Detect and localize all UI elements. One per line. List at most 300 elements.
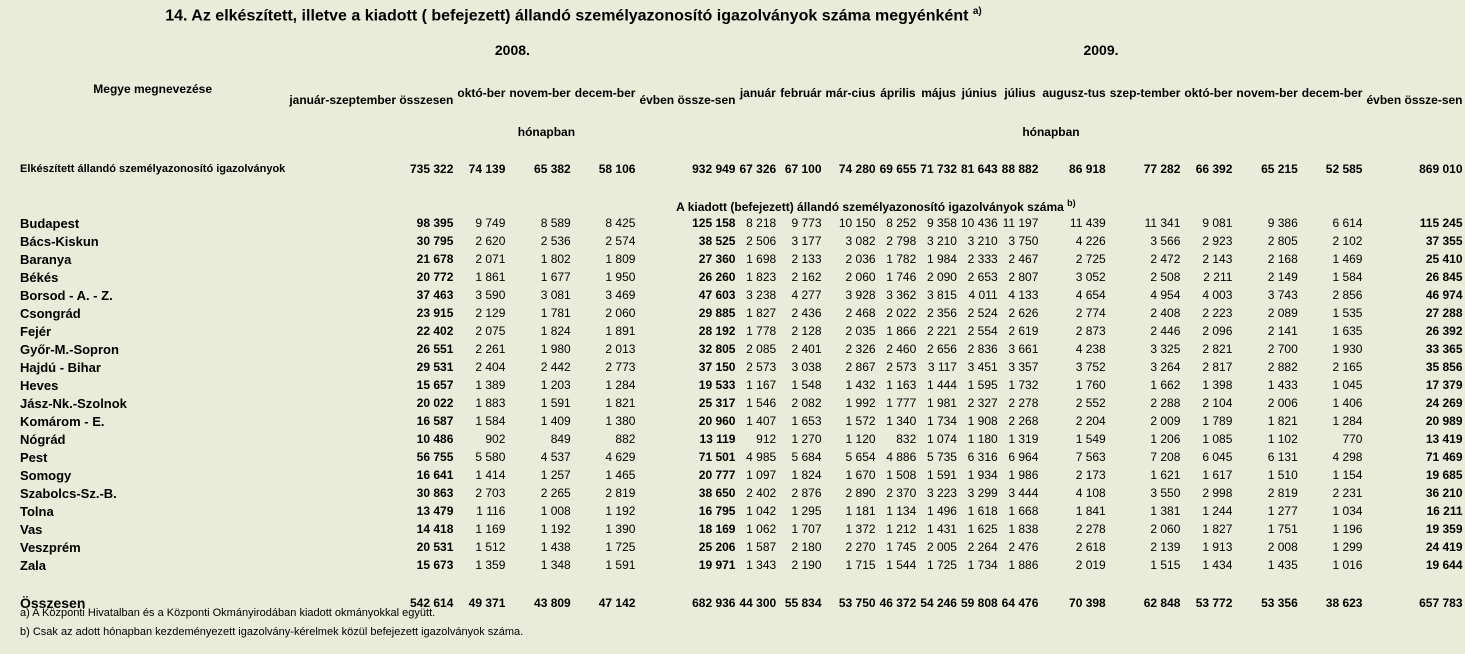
table-cell: 16 795: [698, 503, 736, 518]
month-header-2009: novem-ber: [1236, 85, 1298, 100]
table-cell: 4 654: [1075, 287, 1106, 302]
table-row: [18, 448, 1465, 466]
county-name: Heves: [20, 377, 59, 393]
table-cell: 2 882: [1267, 359, 1298, 374]
table-cell: 1 515: [1150, 557, 1181, 572]
table-cell: 2 143: [1202, 251, 1233, 266]
unit-label-2009: hónapban: [1022, 125, 1080, 139]
table-cell: 2 442: [540, 359, 571, 374]
table-cell: 1 389: [475, 377, 506, 392]
table-cell: 2 998: [1202, 485, 1233, 500]
table-cell: 2 446: [1150, 323, 1181, 338]
table-cell: 20 960: [698, 413, 736, 428]
table-cell: 2 265: [540, 485, 571, 500]
total-value: 54 246: [920, 596, 957, 610]
table-cell: 2 856: [1332, 287, 1363, 302]
table-cell: 3 928: [845, 287, 876, 302]
table-cell: 32 805: [698, 341, 736, 356]
table-cell: 2 090: [926, 269, 957, 284]
table-cell: 2 165: [1332, 359, 1363, 374]
table-cell: 3 661: [1008, 341, 1039, 356]
table-cell: 37 463: [416, 287, 454, 302]
spacer-cell: [637, 574, 737, 594]
table-cell: 3 210: [926, 233, 957, 248]
table-cell: 2 819: [605, 485, 636, 500]
table-cell: 3 052: [1075, 269, 1106, 284]
table-row: [18, 250, 1465, 268]
table-cell: 1 045: [1332, 377, 1363, 392]
table-cell: 25 206: [698, 539, 736, 554]
table-cell: 1 591: [540, 395, 571, 410]
table-cell: 2 327: [967, 395, 998, 410]
unit-label-2008: hónapban: [517, 125, 576, 139]
table-cell: 2 082: [791, 395, 822, 410]
table-cell: 3 223: [926, 485, 957, 500]
table-cell: 1 016: [1332, 557, 1363, 572]
table-cell: 4 238: [1075, 341, 1106, 356]
table-cell: 1 591: [926, 467, 957, 482]
county-name: Hajdú - Bihar: [20, 359, 101, 375]
table-cell: 2 268: [1008, 413, 1039, 428]
month-header-2008: január-szeptember összesen: [289, 93, 454, 107]
table-cell: 1 732: [1008, 377, 1039, 392]
table-cell: 1 621: [1150, 467, 1181, 482]
footnote-a: a) A Központi Hivatalban és a Központi Okmányirodában kiadott okmányokkal együtt.: [20, 607, 436, 619]
table-cell: 19 685: [1425, 467, 1463, 482]
table-cell: 25 317: [698, 395, 736, 410]
total-value: 49 371: [468, 596, 506, 610]
table-cell: 2 162: [791, 269, 822, 284]
table-cell: 2 008: [1267, 539, 1298, 554]
table-cell: 2 468: [845, 305, 876, 320]
table-cell: 1 934: [967, 467, 998, 482]
table-cell: 20 531: [416, 539, 454, 554]
county-column-header: Megye megnevezése: [93, 82, 213, 96]
table-cell: 1 444: [926, 377, 957, 392]
table-cell: 1 120: [845, 431, 876, 446]
county-name: Budapest: [20, 215, 80, 231]
table-cell: 1 821: [1267, 413, 1298, 428]
table-cell: 4 985: [746, 449, 777, 464]
table-cell: 71 469: [1425, 449, 1463, 464]
table-cell: 1 980: [540, 341, 571, 356]
table-cell: 1 465: [605, 467, 636, 482]
table-cell: 11 439: [1069, 215, 1106, 230]
page-title: 14. Az elkészített, illetve a kiadott ( befejezett) állandó személyazonosító igazolványok száma megyénként $^{a)}$: [165, 6, 982, 25]
table-cell: 26 392: [1425, 323, 1463, 338]
table-cell: 1 625: [967, 521, 998, 536]
table-cell: 2 009: [1150, 413, 1181, 428]
table-cell: 17 379: [1425, 377, 1463, 392]
table-cell: 2 204: [1075, 413, 1106, 428]
table-cell: 14 418: [416, 521, 454, 536]
table-cell: 30 795: [416, 233, 454, 248]
table-cell: 2 773: [605, 359, 636, 374]
table-cell: 1 169: [475, 521, 506, 536]
table-cell: 98 395: [416, 215, 454, 230]
table-cell: 1 886: [1008, 557, 1039, 572]
table-cell: 1 284: [605, 377, 636, 392]
table-cell: 2 472: [1150, 251, 1181, 266]
table-cell: 20 022: [416, 395, 454, 410]
table-cell: 1 163: [886, 377, 917, 392]
county-name: Komárom - E.: [20, 413, 105, 429]
county-name: Somogy: [20, 467, 72, 483]
total-value: 657 783: [1419, 596, 1463, 610]
table-cell: 5 580: [475, 449, 506, 464]
table-cell: 2 139: [1150, 539, 1181, 554]
table-row: [18, 484, 1465, 502]
spacer-cell: [959, 574, 1000, 594]
produced-value: 58 106: [598, 162, 636, 176]
table-cell: 3 469: [605, 287, 636, 302]
table-cell: 1 085: [1202, 431, 1233, 446]
table-cell: 1 584: [1332, 269, 1363, 284]
total-value: 55 834: [784, 596, 822, 610]
table-cell: 849: [550, 431, 571, 446]
table-cell: 1 299: [1332, 539, 1363, 554]
table-cell: 16 211: [1426, 503, 1463, 518]
table-cell: 15 673: [416, 557, 454, 572]
table-cell: 3 264: [1150, 359, 1181, 374]
produced-value: 86 918: [1069, 162, 1106, 176]
table-cell: 1 206: [1150, 431, 1181, 446]
table-cell: 4 108: [1075, 485, 1106, 500]
table-cell: 1 398: [1202, 377, 1233, 392]
table-cell: 1 734: [926, 413, 957, 428]
table-cell: 2 370: [886, 485, 917, 500]
table-cell: 832: [896, 431, 917, 446]
table-cell: 19 971: [698, 557, 736, 572]
table-cell: 19 359: [1425, 521, 1463, 536]
table-cell: 1 508: [886, 467, 917, 482]
total-value: 53 750: [838, 596, 876, 610]
table-cell: 1 496: [926, 503, 957, 518]
table-cell: 2 180: [791, 539, 822, 554]
table-cell: 2 141: [1267, 323, 1298, 338]
table-cell: 2 060: [1150, 521, 1181, 536]
table-cell: 1 062: [746, 521, 777, 536]
table-cell: 1 359: [475, 557, 506, 572]
table-cell: 1 745: [886, 539, 917, 554]
table-cell: 1 809: [605, 251, 636, 266]
table-cell: 3 566: [1150, 233, 1181, 248]
table-cell: 1 548: [791, 377, 822, 392]
table-cell: 2 836: [967, 341, 998, 356]
table-cell: 26 845: [1425, 269, 1463, 284]
produced-value: 65 382: [534, 162, 571, 176]
table-cell: 1 981: [926, 395, 957, 410]
table-row: [18, 394, 1465, 412]
table-cell: 1 406: [1332, 395, 1363, 410]
table-cell: 1 595: [967, 377, 998, 392]
table-cell: 16 641: [416, 467, 454, 482]
table-cell: 2 460: [886, 341, 917, 356]
table-cell: 1 432: [845, 377, 876, 392]
table-cell: 2 573: [886, 359, 917, 374]
table-row: [18, 412, 1465, 430]
table-cell: 24 419: [1425, 539, 1463, 554]
table-cell: 1 584: [475, 413, 506, 428]
table-cell: 2 270: [845, 539, 876, 554]
table-cell: 3 238: [746, 287, 777, 302]
table-cell: 2 326: [845, 341, 876, 356]
table-cell: 902: [485, 431, 506, 446]
table-cell: 1 372: [845, 521, 876, 536]
spacer-cell: [1182, 574, 1234, 594]
county-name: Borsod - A. - Z.: [20, 287, 113, 303]
table-cell: 1 827: [746, 305, 777, 320]
produced-row: [18, 140, 1465, 198]
table-cell: 15 657: [416, 377, 454, 392]
table-cell: 1 196: [1332, 521, 1363, 536]
table-cell: 2 807: [1008, 269, 1039, 284]
table-cell: 2 524: [967, 305, 998, 320]
table-cell: 4 277: [791, 287, 822, 302]
table-cell: 1 116: [476, 503, 506, 518]
county-name: Pest: [20, 449, 48, 465]
table-cell: 10 150: [838, 215, 876, 230]
table-cell: 25 410: [1425, 251, 1463, 266]
table-cell: 4 886: [886, 449, 917, 464]
table-cell: 13 479: [416, 503, 454, 518]
table-cell: 1 134: [886, 503, 917, 518]
produced-value: 735 322: [409, 162, 454, 176]
table-row: [18, 538, 1465, 556]
total-value: 43 809: [534, 596, 571, 610]
spacer-cell: [573, 574, 638, 594]
table-cell: 11 197: [1002, 215, 1039, 230]
table-cell: 6 614: [1332, 215, 1363, 230]
table-cell: 46 974: [1425, 287, 1463, 302]
table-cell: 1 986: [1008, 467, 1039, 482]
table-cell: 3 325: [1150, 341, 1181, 356]
year-2008-header: 2008.: [494, 41, 530, 58]
table-cell: 4 011: [968, 287, 998, 302]
table-cell: 3 362: [886, 287, 917, 302]
table-cell: 2 819: [1267, 485, 1298, 500]
title-footnote-mark: a): [972, 6, 982, 17]
table-cell: 1 725: [926, 557, 957, 572]
table-cell: 3 750: [1008, 233, 1039, 248]
table-row: [18, 376, 1465, 394]
table-cell: 13 419: [1425, 431, 1463, 446]
table-cell: 1 698: [746, 251, 777, 266]
table-cell: 1 866: [886, 323, 917, 338]
table-cell: 1 257: [540, 467, 571, 482]
table-cell: 1 431: [926, 521, 957, 536]
table-cell: 1 861: [475, 269, 506, 284]
table-cell: 7 208: [1150, 449, 1181, 464]
table-cell: 1 841: [1075, 503, 1106, 518]
table-cell: 1 618: [967, 503, 998, 518]
table-cell: 2 223: [1202, 305, 1233, 320]
produced-value: 77 282: [1143, 162, 1181, 176]
table-cell: 2 656: [926, 341, 957, 356]
total-value: 682 936: [692, 596, 736, 610]
year-2009-header: 2009.: [1083, 41, 1119, 58]
table-cell: 1 670: [845, 467, 876, 482]
produced-value: 81 643: [960, 162, 998, 176]
table-cell: 2 890: [845, 485, 876, 500]
spacer-cell: [778, 574, 823, 594]
table-cell: 1 074: [926, 431, 957, 446]
table-cell: 10 436: [960, 215, 998, 230]
table-cell: 28 192: [698, 323, 736, 338]
table-row: [18, 556, 1465, 574]
total-value: 53 356: [1261, 596, 1298, 610]
table-cell: 1 802: [540, 251, 571, 266]
table-cell: 30 863: [416, 485, 454, 500]
table-cell: 2 703: [475, 485, 506, 500]
table-cell: 2 075: [475, 323, 506, 338]
table-cell: 2 805: [1267, 233, 1298, 248]
table-cell: 2 873: [1075, 323, 1106, 338]
county-name: Bács-Kiskun: [20, 233, 99, 249]
table-cell: 26 551: [416, 341, 454, 356]
table-cell: 1 181: [845, 503, 876, 518]
table-cell: 2 653: [967, 269, 998, 284]
table-row: [18, 286, 1465, 304]
table-cell: 1 180: [967, 431, 998, 446]
produced-label: Elkészített állandó személyazonosító igazolványok: [20, 162, 286, 175]
table-cell: 8 218: [746, 215, 777, 230]
table-cell: 6 964: [1008, 449, 1039, 464]
table-cell: 1 677: [540, 269, 571, 284]
county-name: Veszprém: [20, 539, 81, 555]
total-value: 64 476: [1001, 596, 1039, 610]
table-cell: 29 885: [698, 305, 736, 320]
table-cell: 2 102: [1332, 233, 1363, 248]
table-cell: 3 081: [540, 287, 571, 302]
table-row: [18, 520, 1465, 538]
table-cell: 3 082: [845, 233, 876, 248]
table-cell: 2 618: [1075, 539, 1106, 554]
table-row: [18, 502, 1465, 520]
table-cell: 2 035: [845, 323, 876, 338]
month-header-2009: február: [780, 85, 822, 100]
table-cell: 2 798: [886, 233, 917, 248]
table-cell: 1 984: [926, 251, 957, 266]
table-cell: 1 244: [1202, 503, 1233, 518]
data-table: [18, 39, 1465, 612]
table-cell: 9 773: [791, 215, 822, 230]
table-cell: 1 414: [475, 467, 506, 482]
table-cell: 16 587: [416, 413, 454, 428]
table-cell: 1 760: [1075, 377, 1106, 392]
table-cell: 22 402: [416, 323, 454, 338]
table-cell: 1 102: [1267, 431, 1298, 446]
table-cell: 18 169: [698, 521, 736, 536]
produced-value: 869 010: [1419, 162, 1463, 176]
table-cell: 2 071: [475, 251, 506, 266]
table-cell: 3 210: [967, 233, 998, 248]
table-cell: 2 725: [1075, 251, 1106, 266]
table-cell: 3 299: [967, 485, 998, 500]
table-cell: 2 476: [1008, 539, 1039, 554]
table-cell: 4 133: [1008, 287, 1039, 302]
total-value: 53 772: [1195, 596, 1233, 610]
produced-value: 67 326: [739, 162, 777, 176]
table-row: [18, 466, 1465, 484]
table-cell: 4 298: [1332, 449, 1363, 464]
table-cell: 1 950: [605, 269, 636, 284]
table-cell: 1 008: [540, 503, 571, 518]
table-cell: 1 725: [605, 539, 636, 554]
spacer-cell: [1300, 574, 1365, 594]
table-cell: 27 288: [1425, 305, 1463, 320]
table-cell: 9 749: [475, 215, 506, 230]
table-cell: 1 707: [791, 521, 822, 536]
spacer-cell: [507, 574, 572, 594]
total-value: 62 848: [1143, 596, 1181, 610]
table-cell: 2 408: [1150, 305, 1181, 320]
table-cell: 1 751: [1267, 521, 1298, 536]
table-cell: 38 525: [698, 233, 736, 248]
table-cell: 1 782: [886, 251, 917, 266]
table-cell: 2 467: [1008, 251, 1039, 266]
county-name: Nógrád: [20, 431, 66, 447]
county-name: Baranya: [20, 251, 72, 267]
spacer-row: [18, 574, 1465, 594]
table-cell: 1 270: [791, 431, 822, 446]
table-cell: 1 827: [1202, 521, 1233, 536]
table-cell: 2 133: [791, 251, 822, 266]
table-cell: 1 591: [605, 557, 636, 572]
table-cell: 5 654: [845, 449, 876, 464]
issued-caption-footnote-mark: b): [1067, 198, 1076, 208]
spacer-cell: [455, 574, 507, 594]
county-name: Szabolcs-Sz.-B.: [20, 485, 117, 501]
produced-value: 69 655: [879, 162, 917, 176]
table-cell: 2 168: [1267, 251, 1298, 266]
table-cell: 9 358: [926, 215, 957, 230]
table-row: [18, 232, 1465, 250]
table-cell: 3 177: [791, 233, 822, 248]
table-row: [18, 304, 1465, 322]
table-cell: 2 619: [1008, 323, 1039, 338]
table-cell: 8 252: [886, 215, 917, 230]
table-cell: 1 042: [746, 503, 777, 518]
table-cell: 20 989: [1425, 413, 1463, 428]
table-cell: 2 288: [1150, 395, 1181, 410]
total-value: 47 142: [598, 596, 636, 610]
spacer-cell: [1108, 574, 1183, 594]
table-cell: 20 772: [416, 269, 454, 284]
table-cell: 1 617: [1202, 467, 1233, 482]
month-header-2008: évben össze-sen: [639, 93, 736, 107]
table-cell: 1 192: [605, 503, 636, 518]
table-cell: 3 451: [967, 359, 998, 374]
total-value: 542 614: [409, 596, 454, 610]
total-value: 70 398: [1069, 596, 1106, 610]
table-cell: 1 734: [967, 557, 998, 572]
spacer-cell: [1000, 574, 1041, 594]
table-cell: 1 572: [845, 413, 876, 428]
table-cell: 2 211: [1203, 269, 1233, 284]
table-cell: 2 626: [1008, 305, 1039, 320]
table-cell: 1 295: [791, 503, 822, 518]
table-cell: 2 333: [967, 251, 998, 266]
table-cell: 2 060: [845, 269, 876, 284]
county-name: Tolna: [20, 503, 54, 519]
spacer-cell: [737, 574, 778, 594]
spacer-cell: [918, 574, 959, 594]
table-cell: 1 407: [746, 413, 777, 428]
table-cell: 1 587: [746, 539, 777, 554]
table-cell: 912: [756, 431, 777, 446]
table-cell: 3 357: [1008, 359, 1039, 374]
